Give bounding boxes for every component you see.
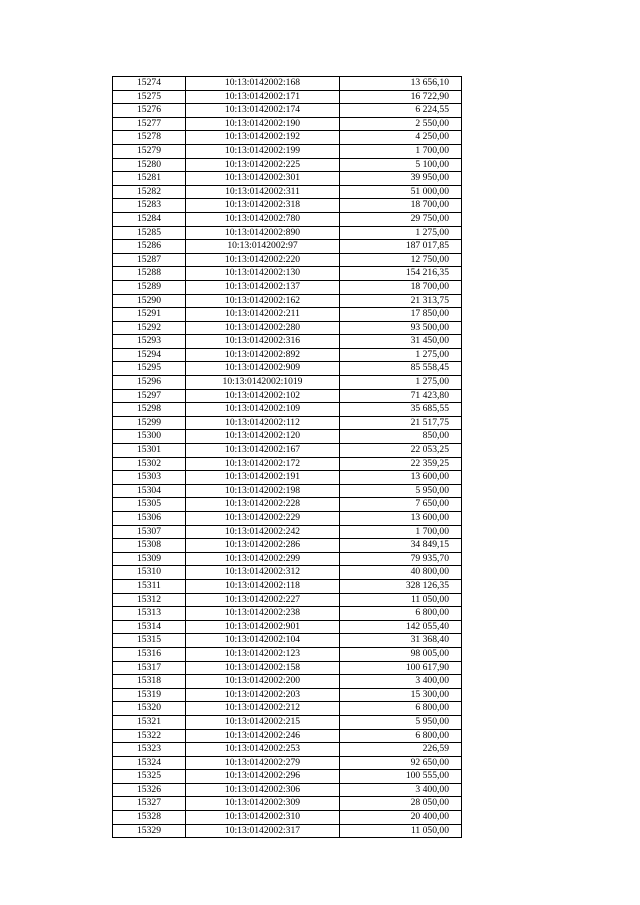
cadastral-number-cell: 10:13:0142002:172 <box>186 457 340 471</box>
table-row <box>113 131 462 145</box>
amount-cell: 13 600,00 <box>340 471 462 485</box>
table-row <box>113 240 462 254</box>
amount-cell: 5 100,00 <box>340 158 462 172</box>
cadastral-number-cell: 10:13:0142002:198 <box>186 484 340 498</box>
row-number-cell: 15323 <box>113 743 186 757</box>
cadastral-number-cell: 10:13:0142002:317 <box>186 824 340 838</box>
amount-cell: 6 800,00 <box>340 729 462 743</box>
row-number-cell: 15302 <box>113 457 186 471</box>
table-row <box>113 403 462 417</box>
cadastral-number-cell: 10:13:0142002:162 <box>186 294 340 308</box>
cadastral-number-cell: 10:13:0142002:306 <box>186 783 340 797</box>
amount-cell: 93 500,00 <box>340 321 462 335</box>
row-number-cell: 15278 <box>113 131 186 145</box>
cadastral-number-cell: 10:13:0142002:192 <box>186 131 340 145</box>
cadastral-number-cell: 10:13:0142002:123 <box>186 647 340 661</box>
table-row <box>113 688 462 702</box>
cadastral-number-cell: 10:13:0142002:104 <box>186 634 340 648</box>
row-number-cell: 15310 <box>113 566 186 580</box>
table-row <box>113 593 462 607</box>
amount-cell: 11 050,00 <box>340 593 462 607</box>
row-number-cell: 15305 <box>113 498 186 512</box>
amount-cell: 40 800,00 <box>340 566 462 580</box>
cadastral-number-cell: 10:13:0142002:130 <box>186 267 340 281</box>
amount-cell: 187 017,85 <box>340 240 462 254</box>
table-row <box>113 743 462 757</box>
row-number-cell: 15317 <box>113 661 186 675</box>
amount-cell: 16 722,90 <box>340 90 462 104</box>
table-row <box>113 362 462 376</box>
cadastral-number-cell: 10:13:0142002:227 <box>186 593 340 607</box>
table-row <box>113 389 462 403</box>
amount-cell: 3 400,00 <box>340 783 462 797</box>
table-row <box>113 824 462 838</box>
amount-cell: 21 517,75 <box>340 416 462 430</box>
row-number-cell: 15312 <box>113 593 186 607</box>
table-row <box>113 783 462 797</box>
cadastral-number-cell: 10:13:0142002:279 <box>186 756 340 770</box>
row-number-cell: 15303 <box>113 471 186 485</box>
cadastral-number-cell: 10:13:0142002:190 <box>186 117 340 131</box>
row-number-cell: 15324 <box>113 756 186 770</box>
cadastral-number-cell: 10:13:0142002:901 <box>186 620 340 634</box>
amount-cell: 100 617,90 <box>340 661 462 675</box>
amount-cell: 1 275,00 <box>340 226 462 240</box>
cadastral-number-cell: 10:13:0142002:102 <box>186 389 340 403</box>
row-number-cell: 15329 <box>113 824 186 838</box>
table-row <box>113 253 462 267</box>
row-number-cell: 15286 <box>113 240 186 254</box>
cadastral-number-cell: 10:13:0142002:158 <box>186 661 340 675</box>
row-number-cell: 15280 <box>113 158 186 172</box>
table-row <box>113 579 462 593</box>
amount-cell: 18 700,00 <box>340 199 462 213</box>
amount-cell: 2 550,00 <box>340 117 462 131</box>
cadastral-number-cell: 10:13:0142002:211 <box>186 308 340 322</box>
amount-cell: 34 849,15 <box>340 539 462 553</box>
amount-cell: 3 400,00 <box>340 675 462 689</box>
cadastral-number-cell: 10:13:0142002:246 <box>186 729 340 743</box>
amount-cell: 22 053,25 <box>340 444 462 458</box>
cadastral-number-cell: 10:13:0142002:301 <box>186 172 340 186</box>
row-number-cell: 15290 <box>113 294 186 308</box>
cadastral-number-cell: 10:13:0142002:286 <box>186 539 340 553</box>
cadastral-number-cell: 10:13:0142002:120 <box>186 430 340 444</box>
cadastral-number-cell: 10:13:0142002:318 <box>186 199 340 213</box>
table-row <box>113 498 462 512</box>
amount-cell: 1 700,00 <box>340 144 462 158</box>
cadastral-number-cell: 10:13:0142002:203 <box>186 688 340 702</box>
row-number-cell: 15285 <box>113 226 186 240</box>
row-number-cell: 15306 <box>113 512 186 526</box>
row-number-cell: 15294 <box>113 348 186 362</box>
table-row <box>113 525 462 539</box>
amount-cell: 13 656,10 <box>340 77 462 91</box>
amount-cell: 71 423,80 <box>340 389 462 403</box>
amount-cell: 4 250,00 <box>340 131 462 145</box>
cadastral-number-cell: 10:13:0142002:137 <box>186 280 340 294</box>
cadastral-number-cell: 10:13:0142002:299 <box>186 552 340 566</box>
cadastral-number-cell: 10:13:0142002:296 <box>186 770 340 784</box>
amount-cell: 13 600,00 <box>340 512 462 526</box>
table-row <box>113 675 462 689</box>
row-number-cell: 15320 <box>113 702 186 716</box>
table-body <box>113 77 462 838</box>
table-row <box>113 280 462 294</box>
row-number-cell: 15277 <box>113 117 186 131</box>
amount-cell: 51 000,00 <box>340 185 462 199</box>
amount-cell: 5 950,00 <box>340 484 462 498</box>
row-number-cell: 15288 <box>113 267 186 281</box>
table-row <box>113 552 462 566</box>
cadastral-number-cell: 10:13:0142002:310 <box>186 811 340 825</box>
table-row <box>113 172 462 186</box>
amount-cell: 85 558,45 <box>340 362 462 376</box>
row-number-cell: 15298 <box>113 403 186 417</box>
cadastral-number-cell: 10:13:0142002:171 <box>186 90 340 104</box>
cadastral-number-cell: 10:13:0142002:167 <box>186 444 340 458</box>
row-number-cell: 15274 <box>113 77 186 91</box>
amount-cell: 226,59 <box>340 743 462 757</box>
row-number-cell: 15311 <box>113 579 186 593</box>
row-number-cell: 15284 <box>113 212 186 226</box>
table-row <box>113 607 462 621</box>
table-row <box>113 308 462 322</box>
table-row <box>113 321 462 335</box>
table-row <box>113 117 462 131</box>
table-row <box>113 811 462 825</box>
cadastral-number-cell: 10:13:0142002:191 <box>186 471 340 485</box>
amount-cell: 29 750,00 <box>340 212 462 226</box>
cadastral-number-cell: 10:13:0142002:892 <box>186 348 340 362</box>
row-number-cell: 15295 <box>113 362 186 376</box>
amount-cell: 12 750,00 <box>340 253 462 267</box>
row-number-cell: 15319 <box>113 688 186 702</box>
amount-cell: 5 950,00 <box>340 715 462 729</box>
row-number-cell: 15325 <box>113 770 186 784</box>
amount-cell: 1 275,00 <box>340 376 462 390</box>
table-row <box>113 430 462 444</box>
row-number-cell: 15291 <box>113 308 186 322</box>
row-number-cell: 15314 <box>113 620 186 634</box>
amount-cell: 6 800,00 <box>340 607 462 621</box>
row-number-cell: 15283 <box>113 199 186 213</box>
row-number-cell: 15301 <box>113 444 186 458</box>
table-row <box>113 104 462 118</box>
table-row <box>113 376 462 390</box>
row-number-cell: 15289 <box>113 280 186 294</box>
amount-cell: 1 700,00 <box>340 525 462 539</box>
row-number-cell: 15328 <box>113 811 186 825</box>
cadastral-number-cell: 10:13:0142002:212 <box>186 702 340 716</box>
cadastral-number-cell: 10:13:0142002:253 <box>186 743 340 757</box>
amount-cell: 31 450,00 <box>340 335 462 349</box>
amount-cell: 39 950,00 <box>340 172 462 186</box>
cadastral-number-cell: 10:13:0142002:112 <box>186 416 340 430</box>
row-number-cell: 15282 <box>113 185 186 199</box>
amount-cell: 28 050,00 <box>340 797 462 811</box>
cadastral-number-cell: 10:13:0142002:168 <box>186 77 340 91</box>
row-number-cell: 15307 <box>113 525 186 539</box>
row-number-cell: 15321 <box>113 715 186 729</box>
table-row <box>113 647 462 661</box>
cadastral-number-cell: 10:13:0142002:215 <box>186 715 340 729</box>
cadastral-number-cell: 10:13:0142002:220 <box>186 253 340 267</box>
table-row <box>113 702 462 716</box>
data-table <box>112 76 462 838</box>
row-number-cell: 15276 <box>113 104 186 118</box>
table-row <box>113 457 462 471</box>
table-row <box>113 620 462 634</box>
cadastral-number-cell: 10:13:0142002:316 <box>186 335 340 349</box>
cadastral-number-cell: 10:13:0142002:118 <box>186 579 340 593</box>
cadastral-number-cell: 10:13:0142002:280 <box>186 321 340 335</box>
table-row <box>113 756 462 770</box>
cadastral-number-cell: 10:13:0142002:109 <box>186 403 340 417</box>
table-row <box>113 348 462 362</box>
row-number-cell: 15327 <box>113 797 186 811</box>
row-number-cell: 15313 <box>113 607 186 621</box>
table-row <box>113 226 462 240</box>
row-number-cell: 15309 <box>113 552 186 566</box>
amount-cell: 22 359,25 <box>340 457 462 471</box>
cadastral-number-cell: 10:13:0142002:1019 <box>186 376 340 390</box>
cadastral-number-cell: 10:13:0142002:890 <box>186 226 340 240</box>
table-row <box>113 484 462 498</box>
amount-cell: 31 368,40 <box>340 634 462 648</box>
row-number-cell: 15308 <box>113 539 186 553</box>
row-number-cell: 15281 <box>113 172 186 186</box>
table-row <box>113 212 462 226</box>
row-number-cell: 15287 <box>113 253 186 267</box>
table-row <box>113 90 462 104</box>
amount-cell: 850,00 <box>340 430 462 444</box>
amount-cell: 154 216,35 <box>340 267 462 281</box>
cadastral-number-cell: 10:13:0142002:174 <box>186 104 340 118</box>
row-number-cell: 15322 <box>113 729 186 743</box>
cadastral-number-cell: 10:13:0142002:311 <box>186 185 340 199</box>
row-number-cell: 15293 <box>113 335 186 349</box>
table-row <box>113 416 462 430</box>
table-row <box>113 539 462 553</box>
row-number-cell: 15300 <box>113 430 186 444</box>
row-number-cell: 15297 <box>113 389 186 403</box>
table-row <box>113 512 462 526</box>
cadastral-number-cell: 10:13:0142002:199 <box>186 144 340 158</box>
row-number-cell: 15296 <box>113 376 186 390</box>
table-row <box>113 77 462 91</box>
row-number-cell: 15315 <box>113 634 186 648</box>
cadastral-number-cell: 10:13:0142002:909 <box>186 362 340 376</box>
table-row <box>113 715 462 729</box>
table-row <box>113 444 462 458</box>
table-row <box>113 144 462 158</box>
amount-cell: 11 050,00 <box>340 824 462 838</box>
amount-cell: 6 800,00 <box>340 702 462 716</box>
cadastral-number-cell: 10:13:0142002:225 <box>186 158 340 172</box>
cadastral-number-cell: 10:13:0142002:97 <box>186 240 340 254</box>
row-number-cell: 15304 <box>113 484 186 498</box>
table-row <box>113 770 462 784</box>
amount-cell: 21 313,75 <box>340 294 462 308</box>
amount-cell: 1 275,00 <box>340 348 462 362</box>
amount-cell: 17 850,00 <box>340 308 462 322</box>
row-number-cell: 15326 <box>113 783 186 797</box>
amount-cell: 100 555,00 <box>340 770 462 784</box>
table-row <box>113 335 462 349</box>
amount-cell: 79 935,70 <box>340 552 462 566</box>
amount-cell: 20 400,00 <box>340 811 462 825</box>
row-number-cell: 15292 <box>113 321 186 335</box>
cadastral-number-cell: 10:13:0142002:238 <box>186 607 340 621</box>
cadastral-number-cell: 10:13:0142002:200 <box>186 675 340 689</box>
row-number-cell: 15275 <box>113 90 186 104</box>
amount-cell: 328 126,35 <box>340 579 462 593</box>
cadastral-number-cell: 10:13:0142002:229 <box>186 512 340 526</box>
cadastral-number-cell: 10:13:0142002:312 <box>186 566 340 580</box>
cadastral-number-cell: 10:13:0142002:309 <box>186 797 340 811</box>
amount-cell: 15 300,00 <box>340 688 462 702</box>
table-row <box>113 185 462 199</box>
cadastral-number-cell: 10:13:0142002:242 <box>186 525 340 539</box>
row-number-cell: 15318 <box>113 675 186 689</box>
row-number-cell: 15299 <box>113 416 186 430</box>
table-row <box>113 158 462 172</box>
cadastral-number-cell: 10:13:0142002:228 <box>186 498 340 512</box>
table-row <box>113 661 462 675</box>
table-row <box>113 729 462 743</box>
amount-cell: 35 685,55 <box>340 403 462 417</box>
amount-cell: 18 700,00 <box>340 280 462 294</box>
amount-cell: 6 224,55 <box>340 104 462 118</box>
table-row <box>113 199 462 213</box>
amount-cell: 98 005,00 <box>340 647 462 661</box>
cadastral-number-cell: 10:13:0142002:780 <box>186 212 340 226</box>
table-row <box>113 471 462 485</box>
table-row <box>113 294 462 308</box>
table-row <box>113 797 462 811</box>
table-row <box>113 566 462 580</box>
table-row <box>113 634 462 648</box>
amount-cell: 92 650,00 <box>340 756 462 770</box>
amount-cell: 7 650,00 <box>340 498 462 512</box>
row-number-cell: 15316 <box>113 647 186 661</box>
table-row <box>113 267 462 281</box>
amount-cell: 142 055,40 <box>340 620 462 634</box>
row-number-cell: 15279 <box>113 144 186 158</box>
